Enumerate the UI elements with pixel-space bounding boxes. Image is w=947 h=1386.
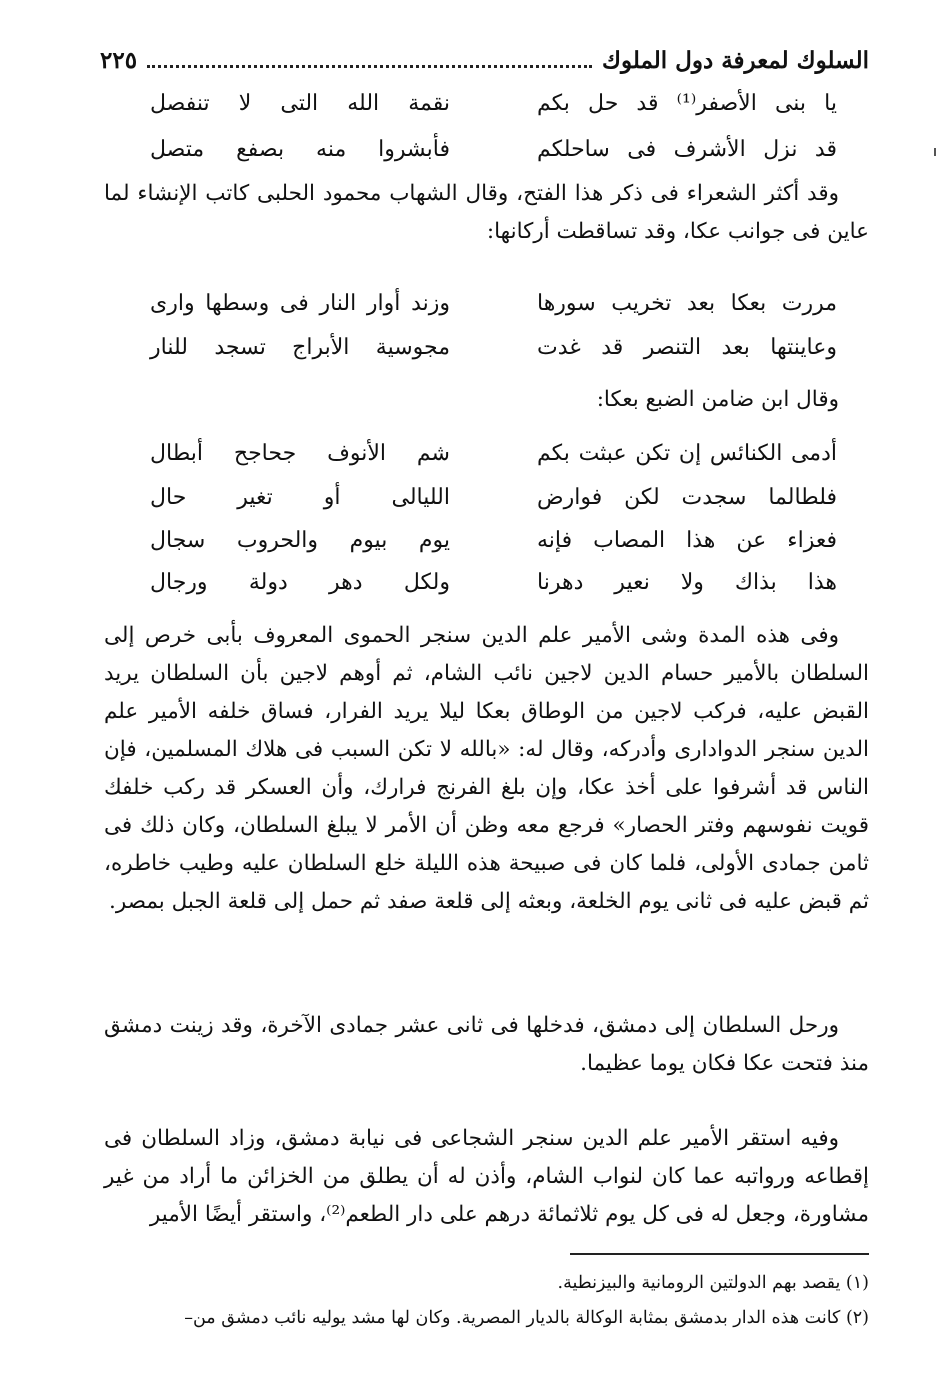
scan-mark (934, 148, 936, 156)
verse-first-hemistich: فلطالما سجدت لكن فوارض (537, 484, 837, 510)
verse-second-hemistich: فأبشروا منه بصفع متصل (150, 136, 450, 162)
verse-first-hemistich: وعاينتها بعد التنصر قد غدت (537, 334, 837, 360)
paragraph: وفى هذه المدة وشى الأمير علم الدين سنجر الحموى المعروف بأبى خرص إلى السلطان بالأمير حسام الدين لاجين نائب الشام، ثم أوهم لاجين بأن السلطان يريد القبض عليه، فركب لاجين من الوطاق بعكا ليلا يريد الفرار، فساق خلفه الأمير علم الدين سنجر الدوادارى وأدركه، وقال له: «بالله لا تكن السبب فى هلاك المسلمين، فإن الناس قد أشرفوا على أخذ عكا، وإن بلغ الفرنج فرارك، وأن العسكر قد ركب خلفك قويت نفوسهم وفتر الحصار» فرجع معه وظن أن الأمر لا يبلغ السلطان، وكان ذلك فى ثامن جمادى الأولى، فلما كان فى صبيحة هذه الليلة خلع السلطان عليه وطيب خاطره، ثم قبض عليه فى ثانى يوم الخلعة، وبعثه إلى قلعة صفد ثم حمل إلى قلعة الجبل بمصر. (104, 623, 869, 914)
verse-first-hemistich: يا بنى الأصفر⁽¹⁾ قد حل بكم (537, 90, 837, 116)
verse-second-hemistich: الليالى أو تغير حال (150, 484, 450, 510)
verse-line (150, 284, 837, 322)
verse-line (150, 130, 837, 168)
verse-line (150, 478, 837, 516)
footnote: (٢) كانت هذه الدار بدمشق بمثابة الوكالة بالديار المصرية. وكان لها مشد يوليه نائب دمشق من– (184, 1308, 869, 1328)
dotted-leader (147, 65, 592, 68)
verse-second-hemistich: وزند أوار النار فى وسطها وارى (150, 290, 450, 316)
paragraph: ورحل السلطان إلى دمشق، فدخلها فى ثانى عشر جمادى الآخرة، وقد زينت دمشق منذ فتحت عكا فكان يوما عظيما. (104, 1013, 869, 1076)
verse-second-hemistich: ولكل دهر دولة ورجال (150, 569, 450, 595)
verse-first-hemistich: أدمى الكنائس إن تكن عبثت بكم (537, 440, 837, 466)
verse-first-hemistich: فعزاء عن هذا المصاب فإنه (537, 527, 837, 553)
running-header (100, 42, 869, 78)
verse-line (150, 563, 837, 601)
paragraph: وفيه استقر الأمير علم الدين سنجر الشجاعى فى نيابة دمشق، وزاد السلطان فى إقطاعه ورواتبه عما كان لنواب الشام، وأذن له أن يطلق من الخزائن ما أراد من غير مشاورة، وجعل له فى كل يوم ثلاثمائة درهم على دار الطعم⁽²⁾، واستقر أيضًا الأمير (104, 1126, 869, 1227)
verse-line (150, 521, 837, 559)
footnote: (١) يقصد بهم الدولتين الرومانية والبيزنطية. (557, 1273, 869, 1293)
verse-second-hemistich: مجوسية الأبراج تسجد للنار (150, 334, 450, 360)
paragraph: وقد أكثر الشعراء فى ذكر هذا الفتح، وقال الشهاب محمود الحلبى كاتب الإنشاء لما عاين فى جوانب عكا، وقد تساقطت أركانها: (104, 181, 869, 244)
paragraph: وقال ابن ضامن الضبع بعكا: (596, 387, 839, 412)
verse-second-hemistich: يوم بيوم والحروب سجال (150, 527, 450, 553)
verse-second-hemistich: شم الأنوف جحاجح أبطال (150, 440, 450, 466)
verse-line (150, 434, 837, 472)
verse-first-hemistich: هذا بذاك ولا نعير دهرنا (537, 569, 837, 595)
verse-first-hemistich: مررت بعكا بعد تخريب سورها (537, 290, 837, 316)
footnote-separator (570, 1253, 869, 1255)
verse-first-hemistich: قد نزل الأشرف فى ساحلكم (537, 136, 837, 162)
page-number: ٢٢٥ (100, 46, 138, 74)
book-title: السلوك لمعرفة دول الملوك (601, 46, 869, 74)
verse-second-hemistich: نقمة الله التى لا تنفصل (150, 90, 450, 116)
verse-line (150, 84, 837, 122)
verse-line (150, 328, 837, 366)
